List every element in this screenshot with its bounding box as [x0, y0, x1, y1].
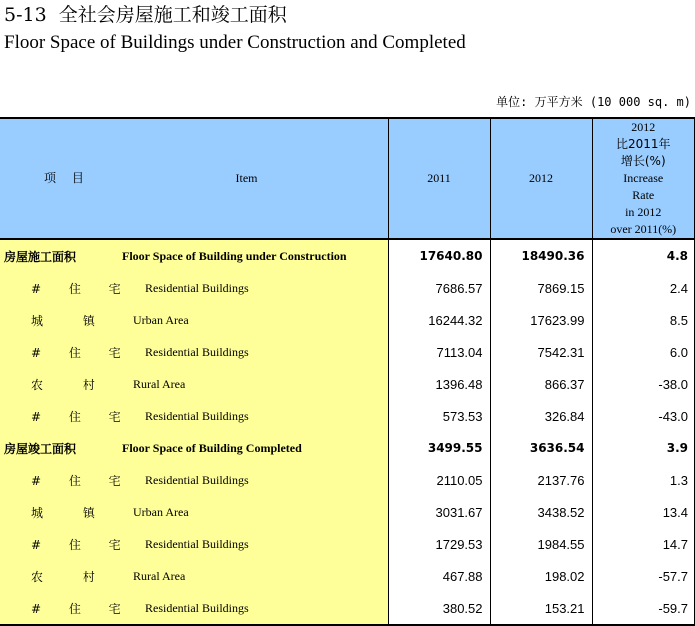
row-label-en: Floor Space of Building Completed — [122, 441, 302, 455]
value-2012: 326.84 — [490, 400, 592, 432]
row-label-en: Residential Buildings — [145, 537, 249, 551]
value-2012: 1984.55 — [490, 528, 592, 560]
value-2012: 2137.76 — [490, 464, 592, 496]
row-label-cn: 农 村 — [31, 570, 113, 584]
value-2011: 16244.32 — [388, 304, 490, 336]
row-label — [0, 592, 388, 625]
value-growth: 6.0 — [592, 336, 695, 368]
value-2012: 3636.54 — [490, 432, 592, 464]
value-2011: 3499.55 — [388, 432, 490, 464]
table-body — [0, 239, 695, 625]
table-title-cn — [4, 3, 287, 27]
table-title-en: Floor Space of Buildings under Construction and Completed — [4, 32, 466, 53]
row-label-en: Residential Buildings — [145, 409, 249, 423]
header-item-cn: 项 目 — [44, 171, 90, 185]
row-label — [0, 400, 388, 432]
row-label — [0, 432, 388, 464]
value-growth: 13.4 — [592, 496, 695, 528]
header-2011: 2011 — [388, 118, 490, 239]
row-label-cn: 农 村 — [31, 378, 113, 392]
row-label-cn: # 住 宅 — [31, 538, 133, 552]
header-2012: 2012 — [490, 118, 592, 239]
value-2011: 1729.53 — [388, 528, 490, 560]
header-item-en: Item — [235, 171, 258, 185]
value-growth: 2.4 — [592, 272, 695, 304]
header-growth-lines — [593, 119, 695, 238]
row-label-en: Floor Space of Building under Construction — [122, 249, 347, 263]
value-2012: 17623.99 — [490, 304, 592, 336]
header-growth-line: 增长(%) — [620, 154, 666, 168]
header-growth — [592, 118, 695, 239]
header-growth-line: Rate — [632, 188, 655, 202]
value-2012: 7542.31 — [490, 336, 592, 368]
row-label — [0, 464, 388, 496]
value-2011: 2110.05 — [388, 464, 490, 496]
value-2011: 3031.67 — [388, 496, 490, 528]
value-2012: 18490.36 — [490, 239, 592, 272]
row-label — [0, 528, 388, 560]
table-row — [0, 496, 695, 528]
row-label-cn: # 住 宅 — [31, 346, 133, 360]
value-2011: 7686.57 — [388, 272, 490, 304]
title-cn-text: 全社会房屋施工和竣工面积 — [58, 4, 287, 26]
table-header-row — [0, 118, 695, 239]
row-label-cn: # 住 宅 — [31, 282, 133, 296]
value-2011: 573.53 — [388, 400, 490, 432]
row-label-en: Residential Buildings — [145, 473, 249, 487]
value-growth: 14.7 — [592, 528, 695, 560]
row-label — [0, 272, 388, 304]
value-growth: -57.7 — [592, 560, 695, 592]
unit-label: 单位: 万平方米 (10 000 sq. m) — [496, 95, 691, 109]
row-label-cn: 房屋竣工面积 — [4, 442, 77, 456]
row-label-en: Residential Buildings — [145, 345, 249, 359]
row-label — [0, 560, 388, 592]
table-row — [0, 560, 695, 592]
value-growth: 8.5 — [592, 304, 695, 336]
table-row — [0, 272, 695, 304]
table-row — [0, 464, 695, 496]
table-row — [0, 239, 695, 272]
row-label — [0, 239, 388, 272]
row-label-en: Urban Area — [133, 505, 189, 519]
row-label-cn: # 住 宅 — [31, 410, 133, 424]
table-row — [0, 336, 695, 368]
row-label — [0, 304, 388, 336]
table-row — [0, 432, 695, 464]
value-2012: 198.02 — [490, 560, 592, 592]
value-2012: 866.37 — [490, 368, 592, 400]
value-growth: 4.8 — [592, 239, 695, 272]
row-label-en: Rural Area — [133, 377, 186, 391]
row-label — [0, 336, 388, 368]
value-2012: 153.21 — [490, 592, 592, 625]
row-label-cn: 房屋施工面积 — [4, 250, 77, 264]
value-2011: 467.88 — [388, 560, 490, 592]
value-growth: -43.0 — [592, 400, 695, 432]
header-item — [0, 118, 388, 239]
value-2011: 17640.80 — [388, 239, 490, 272]
row-label-cn: # 住 宅 — [31, 474, 133, 488]
header-growth-line: over 2011(%) — [610, 222, 677, 236]
value-growth: -59.7 — [592, 592, 695, 625]
header-growth-line: 2012 — [631, 120, 656, 134]
row-label-en: Urban Area — [133, 313, 189, 327]
table-number: 5-13 — [4, 4, 47, 26]
table-row — [0, 528, 695, 560]
value-2012: 7869.15 — [490, 272, 592, 304]
header-growth-line: 比2011年 — [615, 137, 671, 151]
row-label-en: Residential Buildings — [145, 601, 249, 615]
table-row — [0, 400, 695, 432]
row-label-en: Rural Area — [133, 569, 186, 583]
value-2012: 3438.52 — [490, 496, 592, 528]
row-label — [0, 496, 388, 528]
value-growth: 1.3 — [592, 464, 695, 496]
value-growth: 3.9 — [592, 432, 695, 464]
value-growth: -38.0 — [592, 368, 695, 400]
value-2011: 380.52 — [388, 592, 490, 625]
table-row — [0, 368, 695, 400]
row-label-en: Residential Buildings — [145, 281, 249, 295]
header-growth-line: Increase — [623, 171, 664, 185]
table-row — [0, 592, 695, 625]
row-label-cn: # 住 宅 — [31, 602, 133, 616]
row-label-cn: 城 镇 — [31, 506, 113, 520]
value-2011: 1396.48 — [388, 368, 490, 400]
row-label-cn: 城 镇 — [31, 314, 113, 328]
table-row — [0, 304, 695, 336]
row-label — [0, 368, 388, 400]
header-growth-line: in 2012 — [625, 205, 662, 219]
value-2011: 7113.04 — [388, 336, 490, 368]
data-table — [0, 117, 695, 626]
